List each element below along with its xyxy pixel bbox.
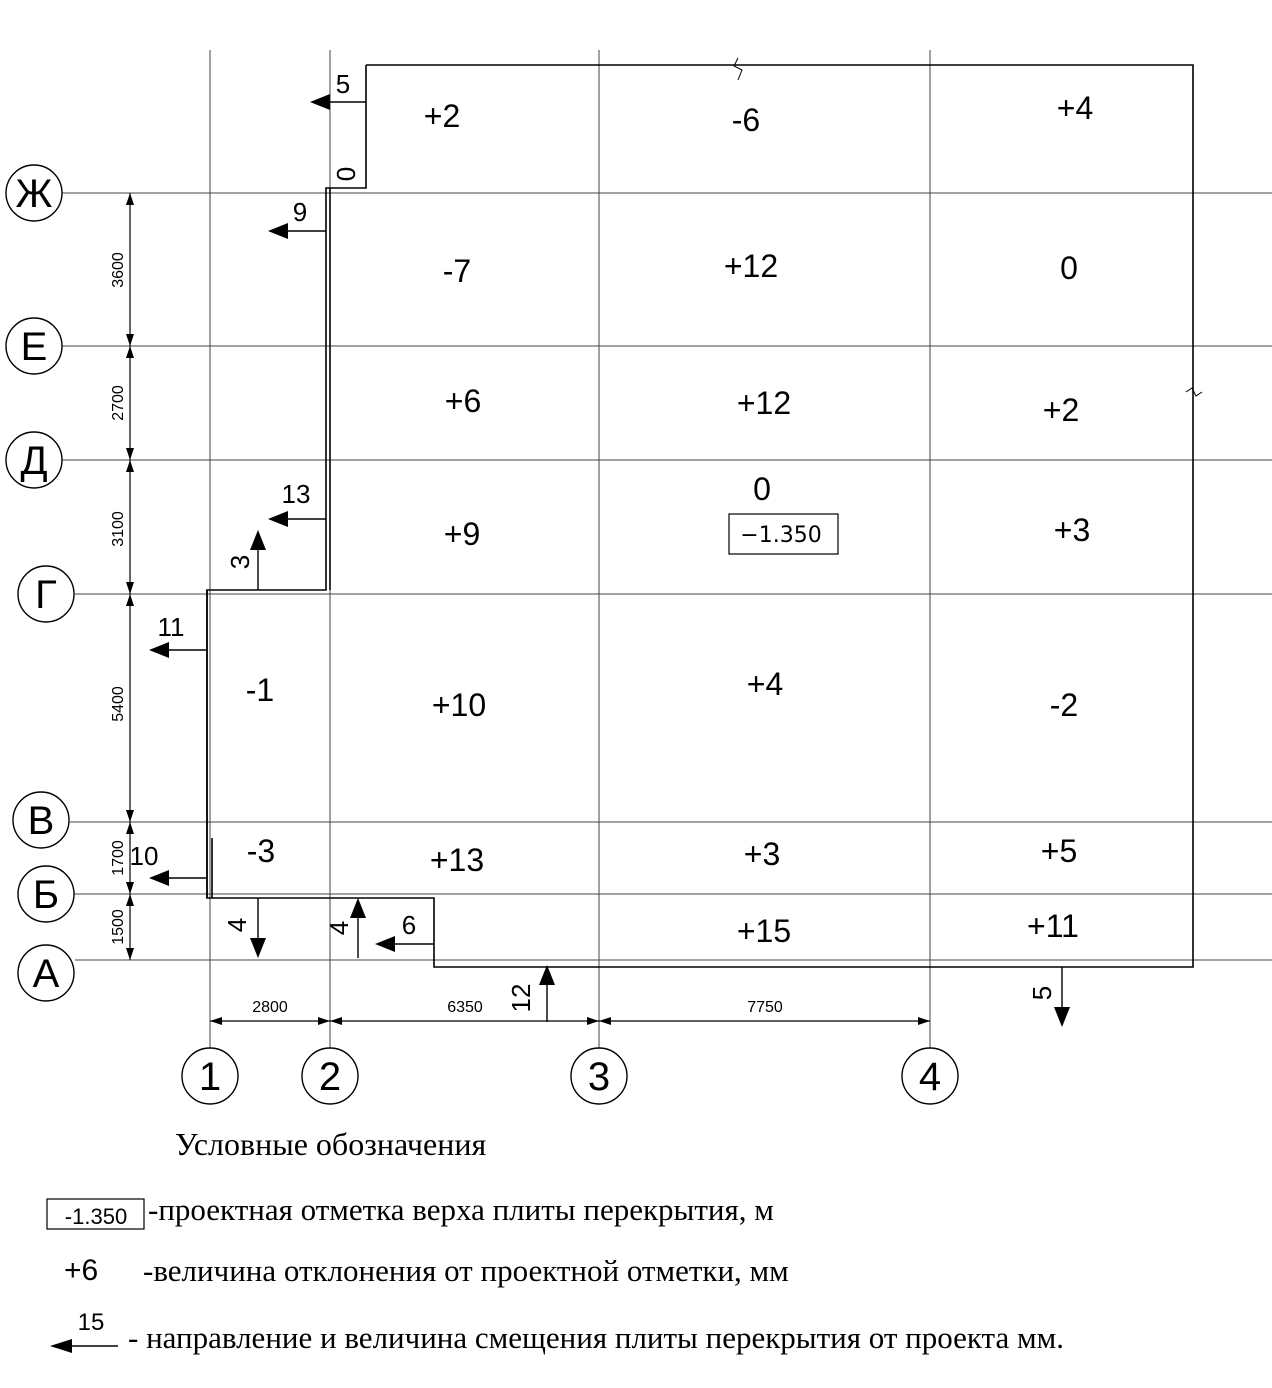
column-dimension-arrowhead <box>318 1017 330 1025</box>
deviation-value: -7 <box>442 253 472 289</box>
row-axis-label: Ж <box>15 172 53 216</box>
deviation-value: +2 <box>1042 392 1080 428</box>
row-axis-label: В <box>27 799 55 843</box>
row-axis-label: Б <box>32 873 60 917</box>
deviation-value: -2 <box>1049 687 1079 723</box>
shift-value: 12 <box>506 983 536 1013</box>
shift-value: 11 <box>157 612 185 642</box>
row-dimension-label: 2700 <box>110 385 127 421</box>
row-dimension-label: 5400 <box>110 686 127 722</box>
legend-arrow-sample: 15 <box>77 1309 105 1336</box>
shift-arrow-head <box>1054 1007 1070 1027</box>
column-axis-label: 2 <box>318 1055 342 1099</box>
shift-arrow-head <box>149 870 169 886</box>
row-axis-label: Е <box>20 325 48 369</box>
row-dimension-arrowhead <box>126 882 134 894</box>
deviation-value: +15 <box>736 913 792 949</box>
deviation-value: +10 <box>431 687 487 723</box>
deviation-value: +12 <box>736 385 792 421</box>
deviation-value: +2 <box>423 98 461 134</box>
shift-value: 10 <box>129 841 159 871</box>
shift-arrow-head <box>310 94 330 110</box>
shift-value: 9 <box>292 197 308 227</box>
shift-arrow-head <box>350 898 366 918</box>
deviation-value: +11 <box>1027 908 1079 944</box>
design-mark-value: −1.350 <box>740 523 822 548</box>
legend-arrow-description: - направление и величина смещения плиты перекрытия от проекта мм. <box>128 1320 1064 1355</box>
row-dimension-arrowhead <box>126 810 134 822</box>
deviation-value: +3 <box>743 836 781 872</box>
row-axis-label: Д <box>20 439 48 483</box>
shift-arrow-head <box>539 965 555 985</box>
row-dimension-label: 3600 <box>110 252 127 288</box>
row-axis-label: А <box>32 952 60 996</box>
deviation-value: +6 <box>444 383 482 419</box>
legend-value-description: -величина отклонения от проектной отметки, мм <box>143 1253 789 1288</box>
break-mark-top <box>734 58 742 80</box>
column-dimension-arrowhead <box>918 1017 930 1025</box>
column-axis-label: 4 <box>918 1055 942 1099</box>
column-axis-label: 1 <box>198 1055 222 1099</box>
deviation-value: +3 <box>1053 512 1091 548</box>
row-dimension-arrowhead <box>126 822 134 834</box>
legend-arrow-head <box>50 1339 72 1353</box>
row-dimension-arrowhead <box>126 460 134 472</box>
row-dimension-arrowhead <box>126 594 134 606</box>
row-dimension-label: 1500 <box>110 909 127 945</box>
column-dimension-label: 7750 <box>747 999 783 1016</box>
shift-arrow-head <box>250 530 266 550</box>
row-dimension-arrowhead <box>126 948 134 960</box>
deviation-value: 0 <box>753 471 771 507</box>
column-dimension-arrowhead <box>330 1017 342 1025</box>
shift-value: 13 <box>281 479 311 509</box>
legend-box-description: -проектная отметка верха плиты перекрытия, м <box>148 1192 774 1227</box>
column-dimension-label: 6350 <box>447 999 483 1016</box>
column-dimension-arrowhead <box>587 1017 599 1025</box>
shift-value: 3 <box>225 554 255 570</box>
shift-value: 4 <box>324 920 354 936</box>
column-dimension-arrowhead <box>210 1017 222 1025</box>
row-dimension-label: 3100 <box>110 511 127 547</box>
deviation-value: -6 <box>731 102 761 138</box>
shift-arrow-head <box>375 936 395 952</box>
legend-title: Условные обозначения <box>175 1126 487 1162</box>
shift-value: 4 <box>222 917 252 933</box>
row-dimension-arrowhead <box>126 334 134 346</box>
deviation-value: -1 <box>245 672 275 708</box>
column-dimension-arrowhead <box>599 1017 611 1025</box>
break-mark-right <box>1186 388 1202 396</box>
shift-value: 5 <box>1027 985 1057 1001</box>
column-axis-label: 3 <box>587 1055 611 1099</box>
deviation-value: +13 <box>429 842 485 878</box>
shift-value: 5 <box>335 69 351 99</box>
column-dimension-label: 2800 <box>252 999 288 1016</box>
legend-box-sample-text: -1.350 <box>64 1204 128 1229</box>
deviation-value: +9 <box>443 516 481 552</box>
deviation-values <box>246 90 1093 949</box>
shift-value: 0 <box>331 166 361 182</box>
row-dimension-arrowhead <box>126 448 134 460</box>
row-dimension-arrowhead <box>126 193 134 205</box>
slab-outline <box>207 65 1193 967</box>
column-axis-bubbles <box>182 1048 958 1104</box>
deviation-value: +4 <box>1056 90 1094 126</box>
shift-arrow-head <box>250 938 266 958</box>
row-dimension-arrowhead <box>126 894 134 906</box>
row-dimension-label: 1700 <box>110 840 127 876</box>
shift-arrow-head <box>149 642 169 658</box>
row-dimension-arrowhead <box>126 582 134 594</box>
shift-arrows <box>149 94 1070 1027</box>
deviation-value: +4 <box>746 666 784 702</box>
row-axis-label: Г <box>35 573 57 617</box>
deviation-value: -3 <box>246 833 276 869</box>
legend <box>47 1126 1064 1355</box>
row-dimension-arrowhead <box>126 346 134 358</box>
grid-lines-horizontal <box>62 193 1272 960</box>
shift-arrow-head <box>268 223 288 239</box>
deviation-value: 0 <box>1060 250 1078 286</box>
deviation-value: +5 <box>1040 833 1078 869</box>
shift-value: 6 <box>401 910 417 940</box>
deviation-value: +12 <box>723 248 779 284</box>
shift-arrow-head <box>268 511 288 527</box>
legend-value-sample: +6 <box>64 1254 99 1287</box>
